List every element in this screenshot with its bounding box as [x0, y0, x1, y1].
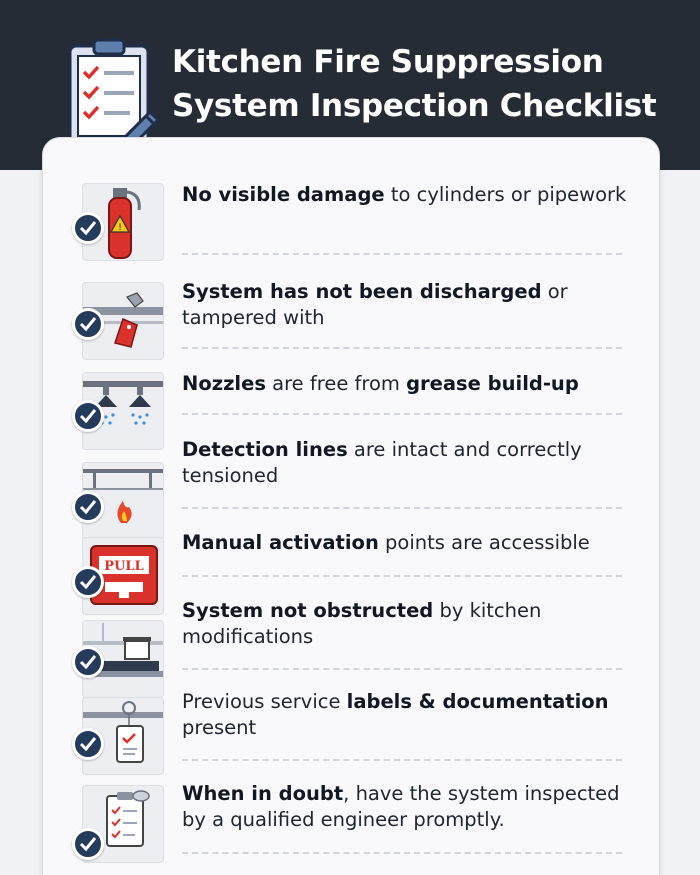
checklist-item-2: System has not been discharged or tampered with — [182, 280, 568, 329]
page-title — [172, 40, 656, 128]
checklist-item-4: Detection lines are intact and correctly tensioned — [182, 438, 582, 487]
check-badge-icon — [72, 212, 104, 244]
svg-text:PULL: PULL — [104, 559, 144, 574]
divider — [182, 253, 622, 255]
check-badge-icon — [72, 491, 104, 523]
divider — [182, 413, 622, 415]
checklist-item-1: No visible damage to cylinders or pipework — [182, 183, 627, 206]
checklist-item-3: Nozzles are free from grease build-up — [182, 372, 579, 395]
check-badge-icon — [72, 828, 104, 860]
checklist-item-6: System not obstructed by kitchen modifications — [182, 599, 542, 648]
checklist-item-7: Previous service labels & documentation present — [182, 690, 609, 739]
svg-text:!: ! — [118, 223, 122, 233]
divider — [182, 347, 622, 349]
title-line-1: Kitchen Fire Suppression — [172, 44, 604, 80]
check-badge-icon — [72, 646, 104, 678]
clipboard-checklist-icon — [64, 38, 164, 150]
check-badge-icon — [72, 308, 104, 340]
title-line-2: System Inspection Checklist — [172, 88, 657, 124]
divider — [182, 507, 622, 509]
divider — [182, 668, 622, 670]
divider — [182, 759, 622, 761]
check-badge-icon — [72, 400, 104, 432]
checklist-item-8: When in doubt, have the system inspected by a qualified engineer promptly. — [182, 782, 620, 831]
check-badge-icon — [72, 728, 104, 760]
divider — [182, 852, 622, 854]
check-badge-icon — [72, 566, 104, 598]
checklist-item-5: Manual activation points are accessible — [182, 531, 590, 554]
divider — [182, 575, 622, 577]
